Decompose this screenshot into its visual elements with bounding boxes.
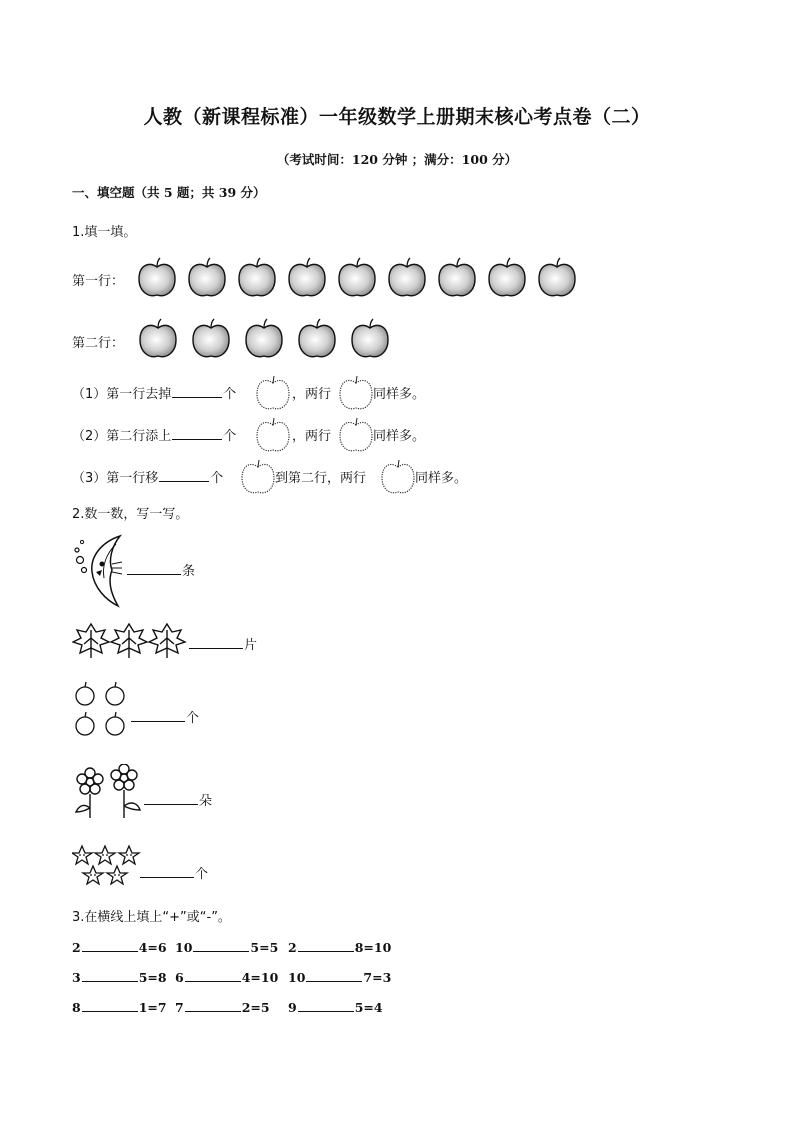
page-title: 人教（新课程标准）一年级数学上册期末核心考点卷（二）	[143, 106, 651, 128]
equation-right: 4=10	[241, 970, 279, 985]
leaves-picture	[72, 620, 188, 660]
answer-blank[interactable]	[159, 480, 209, 482]
equation	[175, 970, 278, 985]
apple-icon	[337, 257, 377, 299]
answer-blank[interactable]	[131, 720, 185, 722]
exam-info: （考试时间：120 分钟 ；满分：100 分）	[276, 152, 518, 167]
q1-part1-end: 同样多。	[373, 387, 426, 402]
row1-label: 第一行：	[72, 274, 125, 289]
q1-part1-mid: ，两行	[292, 387, 332, 402]
stars-answer	[139, 863, 208, 882]
operator-blank[interactable]	[298, 950, 354, 952]
equation-left: 8	[72, 1000, 81, 1015]
apple-icon	[297, 318, 337, 360]
answer-blank[interactable]	[189, 647, 243, 649]
q1-part1-unit: 个	[223, 387, 237, 402]
equation-left: 2	[72, 940, 81, 955]
q1-part3-unit: 个	[210, 471, 224, 486]
operator-blank[interactable]	[193, 950, 249, 952]
equation-left: 10	[288, 970, 306, 985]
apple-icon	[187, 257, 227, 299]
row2-label: 第二行：	[72, 336, 125, 351]
equation-right: 4=6	[138, 940, 167, 955]
q1-part2-mid: ，两行	[292, 429, 332, 444]
q1-part2-end: 同样多。	[373, 429, 426, 444]
equation-left: 3	[72, 970, 81, 985]
apple-icon	[244, 318, 284, 360]
equation-left: 9	[288, 1000, 297, 1015]
apple-icon	[137, 257, 177, 299]
equation	[288, 940, 391, 955]
apple-icon	[437, 257, 477, 299]
answer-blank[interactable]	[140, 876, 194, 878]
stars-unit: 个	[195, 867, 209, 882]
row1-apples	[137, 257, 577, 299]
answer-blank[interactable]	[172, 396, 222, 398]
fish-unit: 条	[182, 564, 196, 579]
section-heading: 一、填空题（共 5 题；共 39 分）	[72, 185, 266, 200]
apples-unit: 个	[186, 711, 200, 726]
flowers-picture	[72, 764, 144, 822]
answer-blank[interactable]	[144, 803, 198, 805]
small-apple-icon	[255, 416, 291, 454]
equation	[175, 940, 278, 955]
equation-right: 5=5	[250, 940, 279, 955]
operator-blank[interactable]	[185, 980, 241, 982]
apple-icon	[191, 318, 231, 360]
flowers-answer	[143, 790, 212, 809]
equation	[72, 940, 167, 955]
equation-left: 2	[288, 940, 297, 955]
apple-icon	[350, 318, 390, 360]
q1-part2	[72, 425, 236, 444]
equation-left: 10	[175, 940, 193, 955]
row2-apples	[138, 318, 390, 360]
operator-blank[interactable]	[82, 1010, 138, 1012]
small-apple-icon	[255, 374, 291, 412]
q1-part2-text: （2）第二行添上	[72, 429, 172, 444]
equation-right: 8=10	[354, 940, 392, 955]
q1-part3-mid: 到第二行，两行	[275, 471, 367, 486]
apple-icon	[487, 257, 527, 299]
leaves-unit: 片	[244, 638, 258, 653]
apple-icon	[537, 257, 577, 299]
small-apple-icon	[338, 374, 374, 412]
q1-part2-unit: 个	[223, 429, 237, 444]
small-apple-icon	[338, 416, 374, 454]
operator-blank[interactable]	[298, 1010, 354, 1012]
question-2-heading: 2.数一数，写一写。	[72, 507, 189, 522]
question-1-heading: 1.填一填。	[72, 225, 137, 240]
apple-icon	[138, 318, 178, 360]
apple-icon	[237, 257, 277, 299]
q1-part3	[72, 467, 223, 486]
equation-left: 6	[175, 970, 184, 985]
answer-blank[interactable]	[172, 438, 222, 440]
equation-right: 5=4	[354, 1000, 383, 1015]
equation-right: 1=7	[138, 1000, 167, 1015]
equation-right: 7=3	[363, 970, 392, 985]
fish-picture	[72, 534, 126, 608]
small-apple-icon	[240, 458, 276, 496]
equation-right: 2=5	[241, 1000, 270, 1015]
equation-left: 7	[175, 1000, 184, 1015]
leaves-answer	[188, 634, 257, 653]
fish-answer	[126, 560, 195, 579]
apple-icon	[287, 257, 327, 299]
q1-part3-end: 同样多。	[415, 471, 468, 486]
operator-blank[interactable]	[306, 980, 362, 982]
q1-part1	[72, 383, 236, 402]
q1-part3-text: （3）第一行移	[72, 471, 159, 486]
equation	[175, 1000, 270, 1015]
equation-right: 5=8	[138, 970, 167, 985]
operator-blank[interactable]	[185, 1010, 241, 1012]
apples-answer	[130, 707, 199, 726]
apples-picture	[72, 680, 130, 742]
stars-picture	[72, 844, 142, 890]
equation	[72, 970, 167, 985]
equation	[288, 1000, 383, 1015]
operator-blank[interactable]	[82, 950, 138, 952]
equation	[72, 1000, 167, 1015]
answer-blank[interactable]	[127, 573, 181, 575]
operator-blank[interactable]	[82, 980, 138, 982]
equation	[288, 970, 391, 985]
small-apple-icon	[380, 458, 416, 496]
flowers-unit: 朵	[199, 794, 213, 809]
apple-icon	[387, 257, 427, 299]
question-3-heading: 3.在横线上填上“+”或“-”。	[72, 910, 231, 925]
q1-part1-text: （1）第一行去掉	[72, 387, 172, 402]
